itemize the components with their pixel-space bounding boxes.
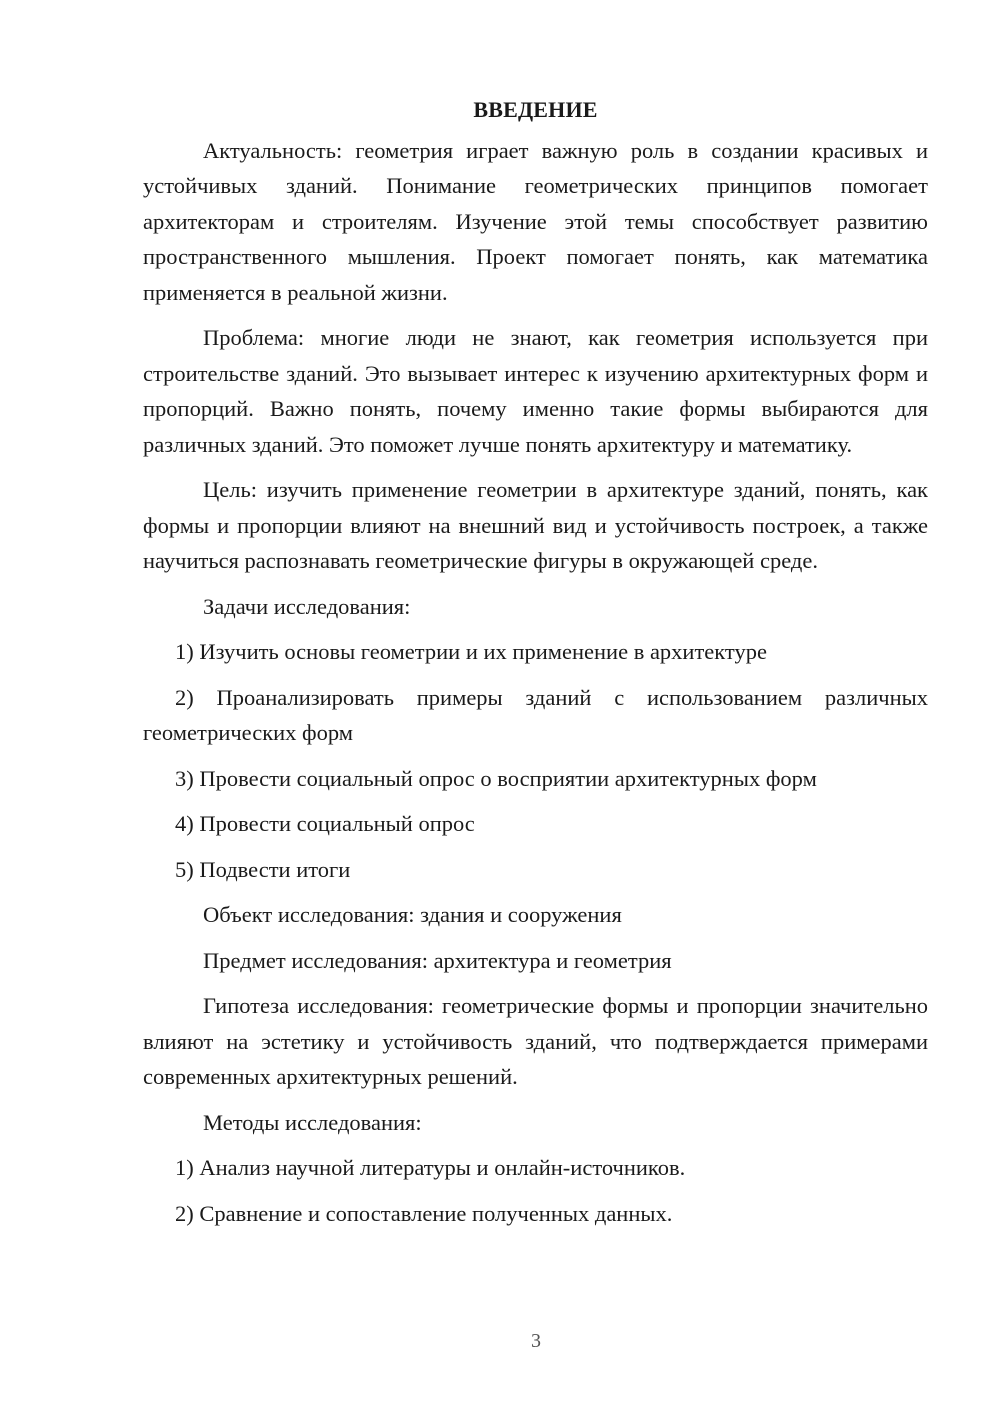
task-item: 4) Провести социальный опрос [175, 811, 475, 836]
document-page [143, 92, 928, 1241]
task-item: 2) Проанализировать примеры зданий с использованием различных геометрических форм [143, 684, 928, 745]
hypothesis-paragraph: Гипотеза исследования: геометрические формы и пропорции значительно влияют на эстетику и устойчивость зданий, что подтверждается примерами современных архитектурных решений. [143, 993, 928, 1089]
methods-heading: Методы исследования: [203, 1109, 422, 1135]
tasks-heading: Задачи исследования: [203, 593, 411, 619]
research-object: Объект исследования: здания и сооружения [203, 902, 622, 927]
section-title: ВВЕДЕНИЕ [473, 97, 598, 122]
problem-paragraph: Проблема: многие люди не знают, как геометрия используется при строительстве зданий. Это вызывает интерес к изучению архитектурных форм и пропорций. Важно понять, почему именно такие формы выбираются для различных зданий. Это поможет лучше понять архитектуру и математику. [143, 325, 928, 457]
relevance-paragraph: Актуальность: геометрия играет важную роль в создании красивых и устойчивых зданий. Понимание геометрических принципов помогает архитекторам и строителям. Изучение этой темы способствует развитию пространственного мышления. Проект помогает понять, как математика применяется в реальной жизни. [143, 137, 928, 305]
research-subject: Предмет исследования: архитектура и геометрия [203, 947, 672, 973]
goal-paragraph: Цель: изучить применение геометрии в архитектуре зданий, понять, как формы и пропорции влияют на внешний вид и устойчивость построек, а также научиться распознавать геометрические фигуры в окружающей среде. [143, 477, 928, 573]
method-item: 1) Анализ научной литературы и онлайн-источников. [175, 1155, 686, 1180]
task-item: 1) Изучить основы геометрии и их применение в архитектуре [175, 639, 767, 664]
task-item: 5) Подвести итоги [175, 856, 351, 882]
method-item: 2) Сравнение и сопоставление полученных данных. [175, 1200, 673, 1226]
page-number: 3 [531, 1330, 541, 1352]
task-item: 3) Провести социальный опрос о восприятии архитектурных форм [175, 765, 817, 791]
